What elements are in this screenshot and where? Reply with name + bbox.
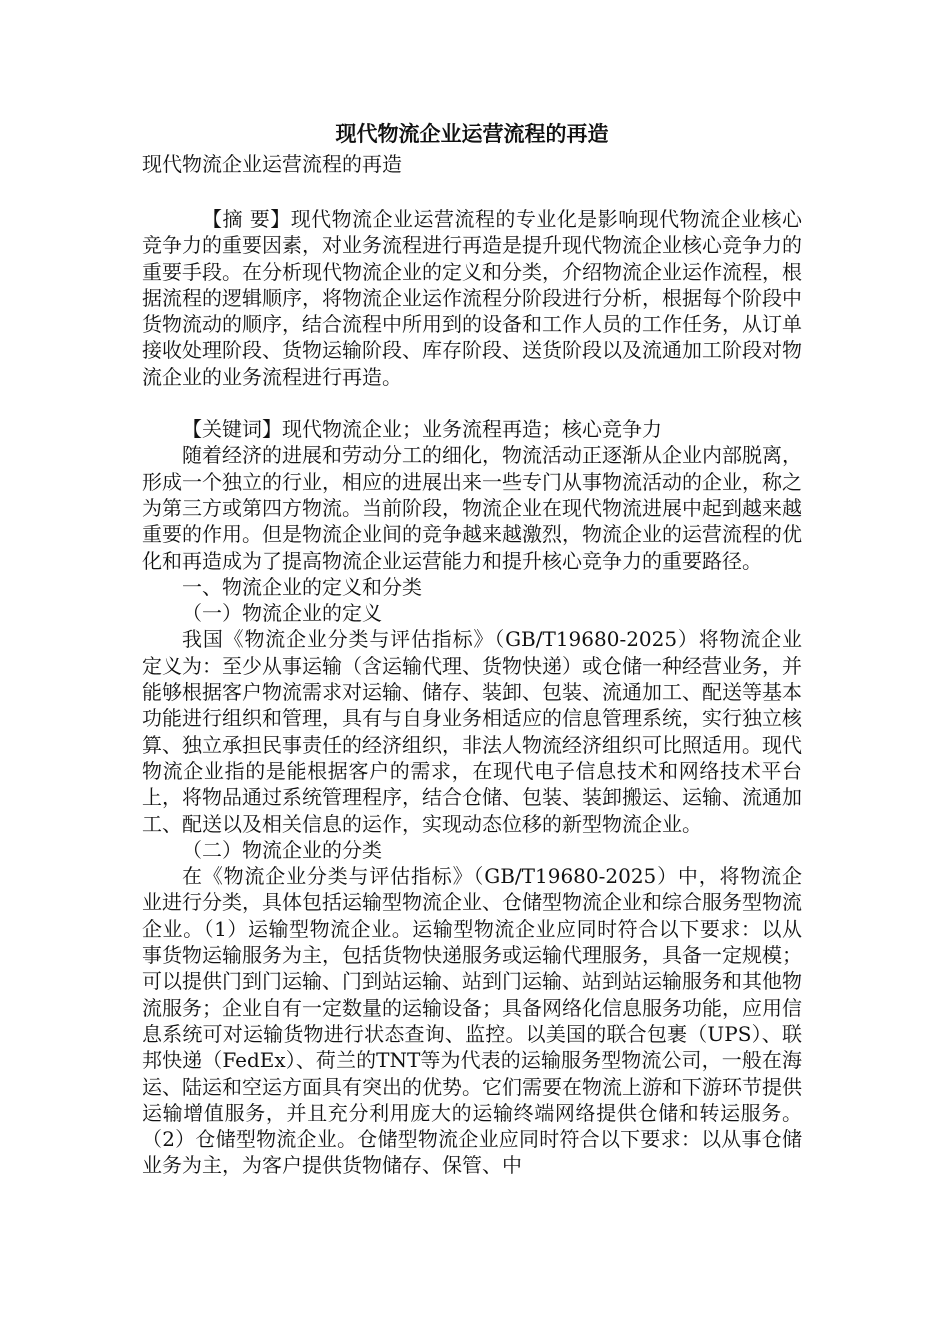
subsection-heading-classification: （二）物流企业的分类 bbox=[182, 837, 382, 862]
section-heading: 一、物流企业的定义和分类 bbox=[182, 574, 422, 599]
keywords-line: 【关键词】现代物流企业；业务流程再造；核心竞争力 bbox=[182, 417, 662, 442]
document-page bbox=[142, 118, 802, 1179]
document-title: 现代物流企业运营流程的再造 bbox=[335, 121, 609, 146]
document-subtitle: 现代物流企业运营流程的再造 bbox=[142, 152, 402, 176]
subsection-heading-definition: （一）物流企业的定义 bbox=[182, 601, 382, 626]
definition-paragraph: 我国《物流企业分类与评估指标》（GB/T19680-2025）将物流企业定义为：至少从事运输（含运输代理、货物快递）或仓储一种经营业务，并能够根据客户物流需求对运输、储存、装卸、包装、流通加工、配送等基本功能进行组织和管理，具有与自身业务相适应的信息管理系统，实行独立核算、独立承担民事责任的经济组织，非法人物流经济组织可比照适用。现代物流企业指的是能根据客户的需求，在现代电子信息技术和网络技术平台上，将物品通过系统管理程序，结合仓储、包装、装卸搬运、运输、流通加工、配送以及相关信息的运作，实现动态位移的新型物流企业。 bbox=[142, 627, 802, 836]
intro-paragraph: 随着经济的进展和劳动分工的细化，物流活动正逐渐从企业内部脱离，形成一个独立的行业，相应的进展出来一些专门从事物流活动的企业，称之为第三方或第四方物流。当前阶段，物流企业在现代物流进展中起到越来越重要的作用。但是物流企业间的竞争越来越激烈，物流企业的运营流程的优化和再造成为了提高物流企业运营能力和提升核心竞争力的重要路径。 bbox=[142, 443, 802, 573]
abstract-paragraph: 【摘 要】现代物流企业运营流程的专业化是影响现代物流企业核心竞争力的重要因素，对业务流程进行再造是提升现代物流企业核心竞争力的重要手段。在分析现代物流企业的定义和分类，介绍物流企业运作流程，根据流程的逻辑顺序，将物流企业运作流程分阶段进行分析，根据每个阶段中货物流动的顺序，结合流程中所用到的设备和工作人员的工作任务，从订单接收处理阶段、货物运输阶段、库存阶段、送货阶段以及流通加工阶段对物流企业的业务流程进行再造。 bbox=[142, 207, 802, 389]
classification-paragraph: 在《物流企业分类与评估指标》（GB/T19680-2025）中，将物流企业进行分类，具体包括运输型物流企业、仓储型物流企业和综合服务型物流企业。（1）运输型物流企业。运输型物流企业应同时符合以下要求：以从事货物运输服务为主，包括货物快递服务或运输代理服务，具备一定规模；可以提供门到门运输、门到站运输、站到门运输、站到站运输服务和其他物流服务；企业自有一定数量的运输设备；具备网络化信息服务功能，应用信息系统可对运输货物进行状态查询、监控。以美国的联合包裹（UPS）、联邦快递（FedEx）、荷兰的TNT等为代表的运输服务型物流公司，一般在海运、陆运和空运方面具有突出的优势。它们需要在物流上游和下游环节提供运输增值服务，并且充分利用庞大的运输终端网络提供仓储和转运服务。（2）仓储型物流企业。仓储型物流企业应同时符合以下要求：以从事仓储业务为主，为客户提供货物储存、保管、中 bbox=[142, 864, 802, 1178]
